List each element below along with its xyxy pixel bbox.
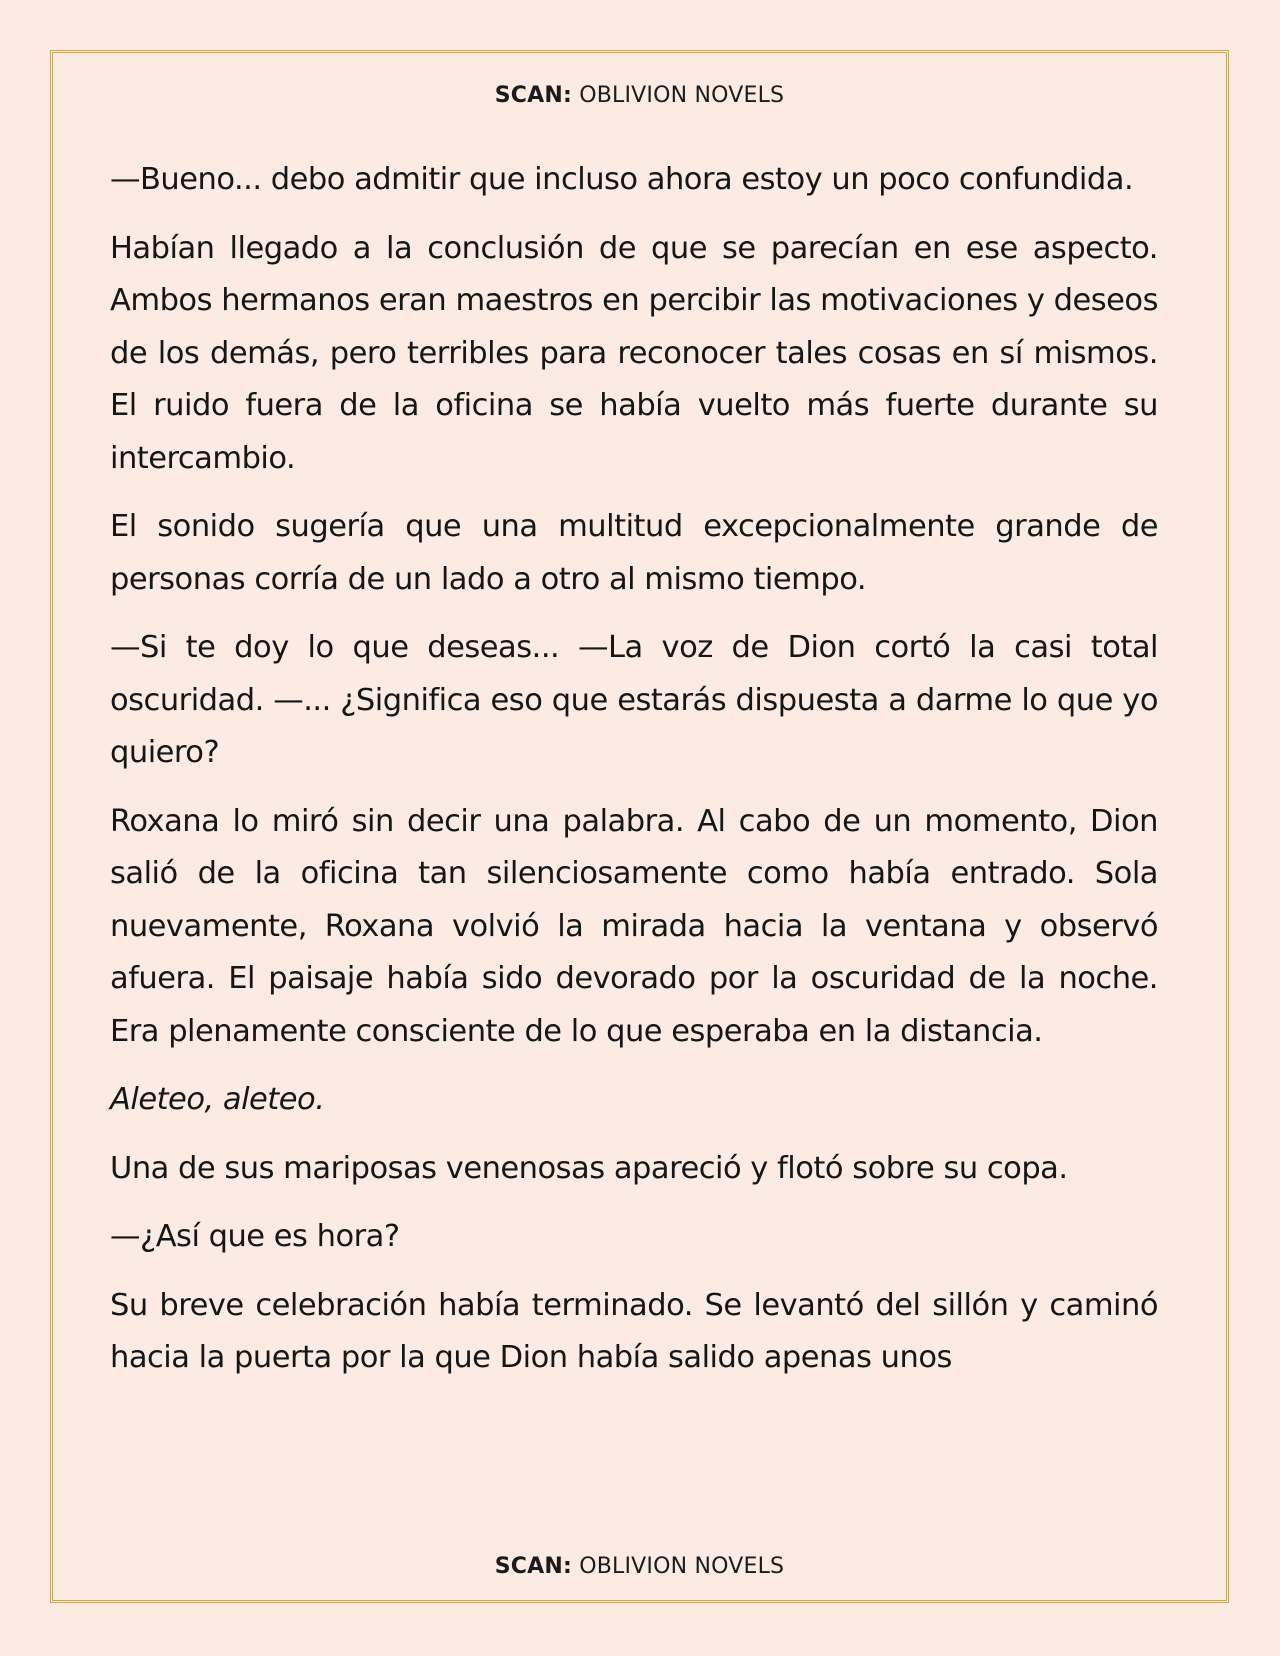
paragraph: Habían llegado a la conclusión de que se parecían en ese aspecto. Ambos hermanos eran maestros en percibir las motivaciones y deseos de los demás, pero terribles para reconocer tales cosas en sí mismos. El ruido fuera de la oficina se había vuelto más fuerte durante su intercambio. xyxy=(110,230,1158,476)
scan-footer-label: SCAN: xyxy=(494,1554,572,1579)
paragraph: —Si te doy lo que deseas... —La voz de Dion cortó la casi total oscuridad. —... ¿Significa eso que estarás dispuesta a darme lo que yo quiero? xyxy=(110,630,1158,770)
scan-header-label: SCAN: xyxy=(494,83,572,108)
paragraph: —¿Así que es hora? xyxy=(110,1219,400,1254)
scan-footer-source: OBLIVION NOVELS xyxy=(579,1554,785,1579)
paragraph: —Bueno... debo admitir que incluso ahora estoy un poco confundida. xyxy=(110,162,1134,197)
paragraph: El sonido sugería que una multitud excepcionalmente grande de personas corría de un lado a otro al mismo tiempo. xyxy=(110,509,1158,597)
scan-footer xyxy=(53,1554,1226,1579)
scan-header-source: OBLIVION NOVELS xyxy=(579,83,785,108)
paragraph-italic: Aleteo, aleteo. xyxy=(110,1082,325,1117)
paragraph: Su breve celebración había terminado. Se levantó del sillón y caminó hacia la puerta por la que Dion había salido apenas unos xyxy=(110,1287,1158,1375)
paragraph: Roxana lo miró sin decir una palabra. Al cabo de un momento, Dion salió de la oficina tan silenciosamente como había entrado. Sola nuevamente, Roxana volvió la mirada hacia la ventana y observó afuera. El paisaje había sido devorado por la oscuridad de la noche. Era plenamente consciente de lo que esperaba en la distancia. xyxy=(110,803,1158,1049)
page-body xyxy=(110,154,1158,1401)
paragraph: Una de sus mariposas venenosas apareció y flotó sobre su copa. xyxy=(110,1150,1068,1186)
scan-header xyxy=(53,83,1226,108)
page-frame xyxy=(50,50,1229,1603)
